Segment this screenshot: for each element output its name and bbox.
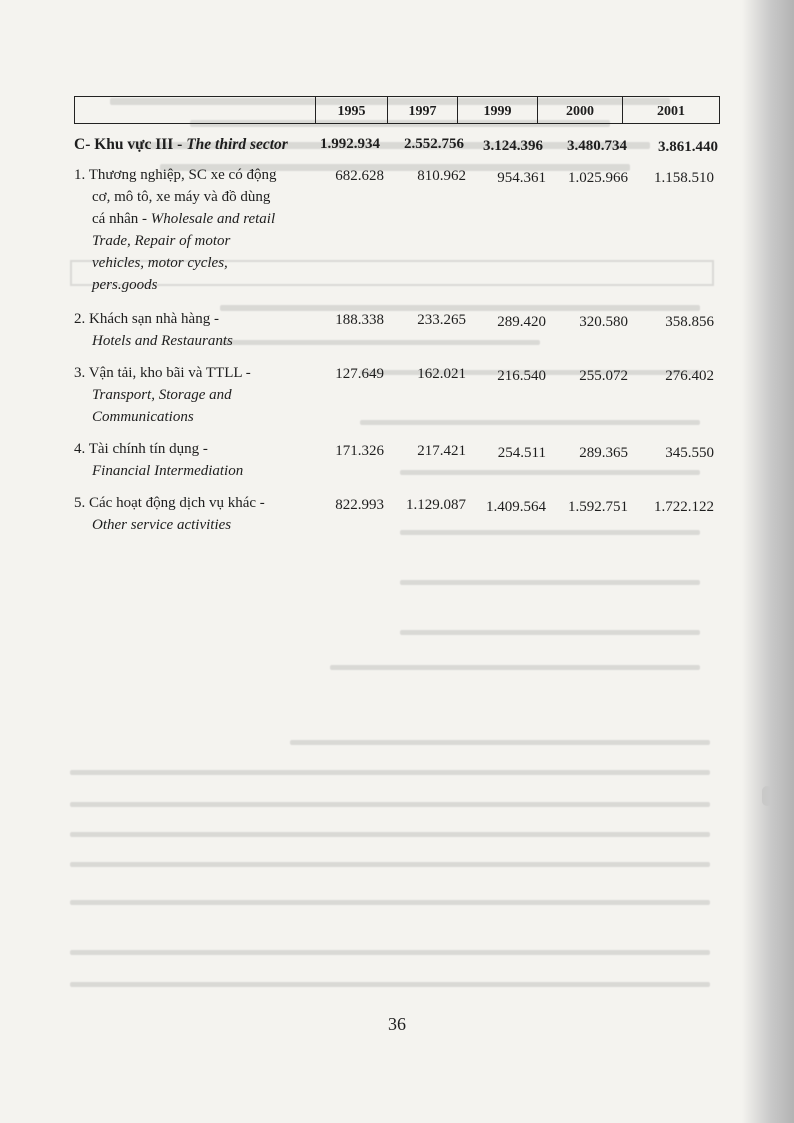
row-label-other-services bbox=[74, 492, 265, 536]
value-cell: 127.649 bbox=[335, 366, 384, 382]
value-cell: 1.129.087 bbox=[406, 497, 466, 513]
value-cell: 255.072 bbox=[579, 368, 628, 384]
year-header-row bbox=[74, 96, 720, 124]
label-line-english: pers.goods bbox=[92, 277, 158, 293]
value-cell: 1.722.122 bbox=[654, 499, 714, 515]
label-line: cơ, mô tô, xe máy và đồ dùng bbox=[92, 189, 271, 205]
label-line-english: Communications bbox=[92, 409, 194, 425]
row-label-transport bbox=[74, 362, 251, 428]
value-cell: 822.993 bbox=[335, 497, 384, 513]
value-cell: 345.550 bbox=[665, 445, 714, 461]
label-line-english: Other service activities bbox=[92, 517, 232, 533]
label-line: 2. Khách sạn nhà hàng - bbox=[74, 311, 219, 327]
year-header-cell: 1999 bbox=[457, 97, 537, 123]
year-header-cell: 1997 bbox=[387, 97, 457, 123]
value-cell: 1.025.966 bbox=[568, 170, 628, 186]
value-cell: 3.124.396 bbox=[483, 138, 543, 154]
label-line: 3. Vận tải, kho bãi và TTLL - bbox=[74, 365, 251, 381]
row-label-finance bbox=[74, 438, 243, 482]
label-line: 5. Các hoạt động dịch vụ khác - bbox=[74, 495, 265, 511]
value-cell: 954.361 bbox=[497, 170, 546, 186]
page-edge-shadow bbox=[742, 0, 794, 1123]
section-label-text: C- Khu vực III - bbox=[74, 136, 187, 153]
label-line-english: Wholesale and retail bbox=[150, 211, 276, 227]
label-line: 4. Tài chính tín dụng - bbox=[74, 441, 208, 457]
section-label bbox=[74, 134, 288, 156]
label-line: 1. Thương nghiệp, SC xe có động bbox=[74, 167, 277, 183]
value-cell: 1.992.934 bbox=[320, 136, 380, 152]
value-cell: 276.402 bbox=[665, 368, 714, 384]
page-number: 36 bbox=[388, 1014, 406, 1034]
value-cell: 810.962 bbox=[417, 168, 466, 184]
value-cell: 358.856 bbox=[665, 314, 714, 330]
value-cell: 1.592.751 bbox=[568, 499, 628, 515]
value-cell: 1.409.564 bbox=[486, 499, 546, 515]
value-cell: 254.511 bbox=[497, 445, 546, 461]
value-cell: 682.628 bbox=[335, 168, 384, 184]
value-cell: 233.265 bbox=[417, 312, 466, 328]
value-cell: 162.021 bbox=[417, 366, 466, 382]
label-line: cá nhân - bbox=[92, 211, 151, 227]
value-cell: 1.158.510 bbox=[654, 170, 714, 186]
value-cell: 289.365 bbox=[579, 445, 628, 461]
year-header-cell: 2000 bbox=[537, 97, 622, 123]
row-label-hotels bbox=[74, 308, 233, 352]
value-cell: 217.421 bbox=[417, 443, 466, 459]
label-line-english: Financial Intermediation bbox=[92, 463, 244, 479]
value-cell: 216.540 bbox=[497, 368, 546, 384]
section-label-english: The third sector bbox=[186, 136, 288, 153]
value-cell: 188.338 bbox=[335, 312, 384, 328]
value-cell: 3.480.734 bbox=[567, 138, 627, 154]
value-cell: 289.420 bbox=[497, 314, 546, 330]
value-cell: 2.552.756 bbox=[404, 136, 464, 152]
label-line-english: vehicles, motor cycles, bbox=[92, 255, 228, 271]
year-header-cell: 1995 bbox=[315, 97, 387, 123]
row-label-trade bbox=[74, 164, 276, 296]
year-header-cell: 2001 bbox=[622, 97, 719, 123]
label-line-english: Trade, Repair of motor bbox=[92, 233, 231, 249]
value-cell: 320.580 bbox=[579, 314, 628, 330]
label-line-english: Transport, Storage and bbox=[92, 387, 232, 403]
label-line-english: Hotels and Restaurants bbox=[92, 333, 233, 349]
value-cell: 171.326 bbox=[335, 443, 384, 459]
value-cell: 3.861.440 bbox=[658, 139, 718, 155]
